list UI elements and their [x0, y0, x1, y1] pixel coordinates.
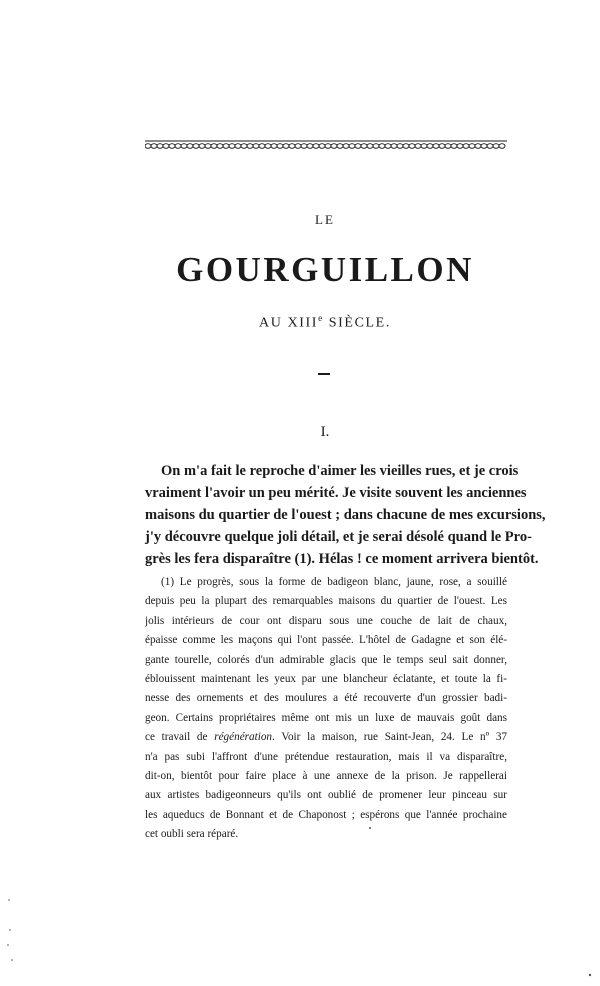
body-line: maisons du quartier de l'ouest ; dans chacune de mes excursions,: [145, 507, 546, 523]
body-line: vraiment l'avoir un peu mérité. Je visite souvent les anciennes: [145, 485, 527, 501]
footnote-line: aux artistes badigeonneurs qu'ils ont oublié de promener leur pinceau sur: [145, 789, 507, 802]
body-line: grès les fera disparaître (1). Hélas ! ce moment arrivera bientôt.: [145, 551, 539, 567]
footnote-line: geon. Certains propriétaires même ont mis un luxe de mauvais goût dans: [145, 711, 507, 724]
footnote-line: (1) Le progrès, sous la forme de badigeon blanc, jaune, rose, a souillé: [161, 576, 507, 588]
footnote-line: ce travail de régénération. Voir la maison, rue Saint-Jean, 24. Le nº 37: [145, 731, 507, 744]
page-title: GOURGUILLON: [176, 250, 474, 289]
italic-word: régénération: [214, 731, 273, 744]
footnote-line: les aqueducs de Bonnant et de Chaponost ; espérons que l'année prochaine: [145, 808, 507, 821]
body-line: On m'a fait le reproche d'aimer les vieilles rues, et je crois: [161, 463, 519, 479]
body-paragraph: [145, 460, 546, 570]
footnote-line: n'a pas subi l'affront d'une prétendue restauration, mais il va disparaître,: [145, 750, 507, 763]
subtitle: [0, 313, 600, 332]
footnote-line: gante tourelle, colorés d'un admirable glacis que le temps seul sait donner,: [145, 653, 507, 666]
subtitle-suffix: SIÈCLE.: [323, 315, 391, 331]
subtitle-prefix: AU XIII: [259, 315, 319, 331]
footnote-line: jolis intérieurs de cour ont disparu sous une couche de lait de chaux,: [145, 614, 507, 627]
section-separator: [318, 373, 330, 375]
body-line: j'y découvre quelque joli détail, et je serai désolé quand le Pro-: [145, 529, 532, 545]
decorative-rule: [145, 139, 507, 151]
pre-title: LE: [315, 212, 335, 227]
footnote-line: cet oubli sera réparé.: [145, 828, 239, 841]
subtitle-superscript: e: [318, 313, 324, 323]
footnote-line: épaisse comme les maçons qui l'ont passée. L'hôtel de Gadagne et son élé-: [145, 634, 507, 647]
footnote: [145, 573, 507, 845]
footnote-line: dit-on, bientôt pour faire place à une annexe de la prison. Je rappellerai: [145, 770, 507, 783]
footnote-line: éblouissent maintenant les yeux par une blancheur éclatante, et toute la fi-: [145, 673, 507, 686]
footnote-line: nesse des ornements et des moulures a été recouverte d'un grossier badi-: [145, 692, 507, 705]
footnote-line: depuis peu la plupart des remarquables maisons du quartier de l'ouest. Les: [145, 595, 507, 608]
section-number: I.: [320, 424, 330, 440]
